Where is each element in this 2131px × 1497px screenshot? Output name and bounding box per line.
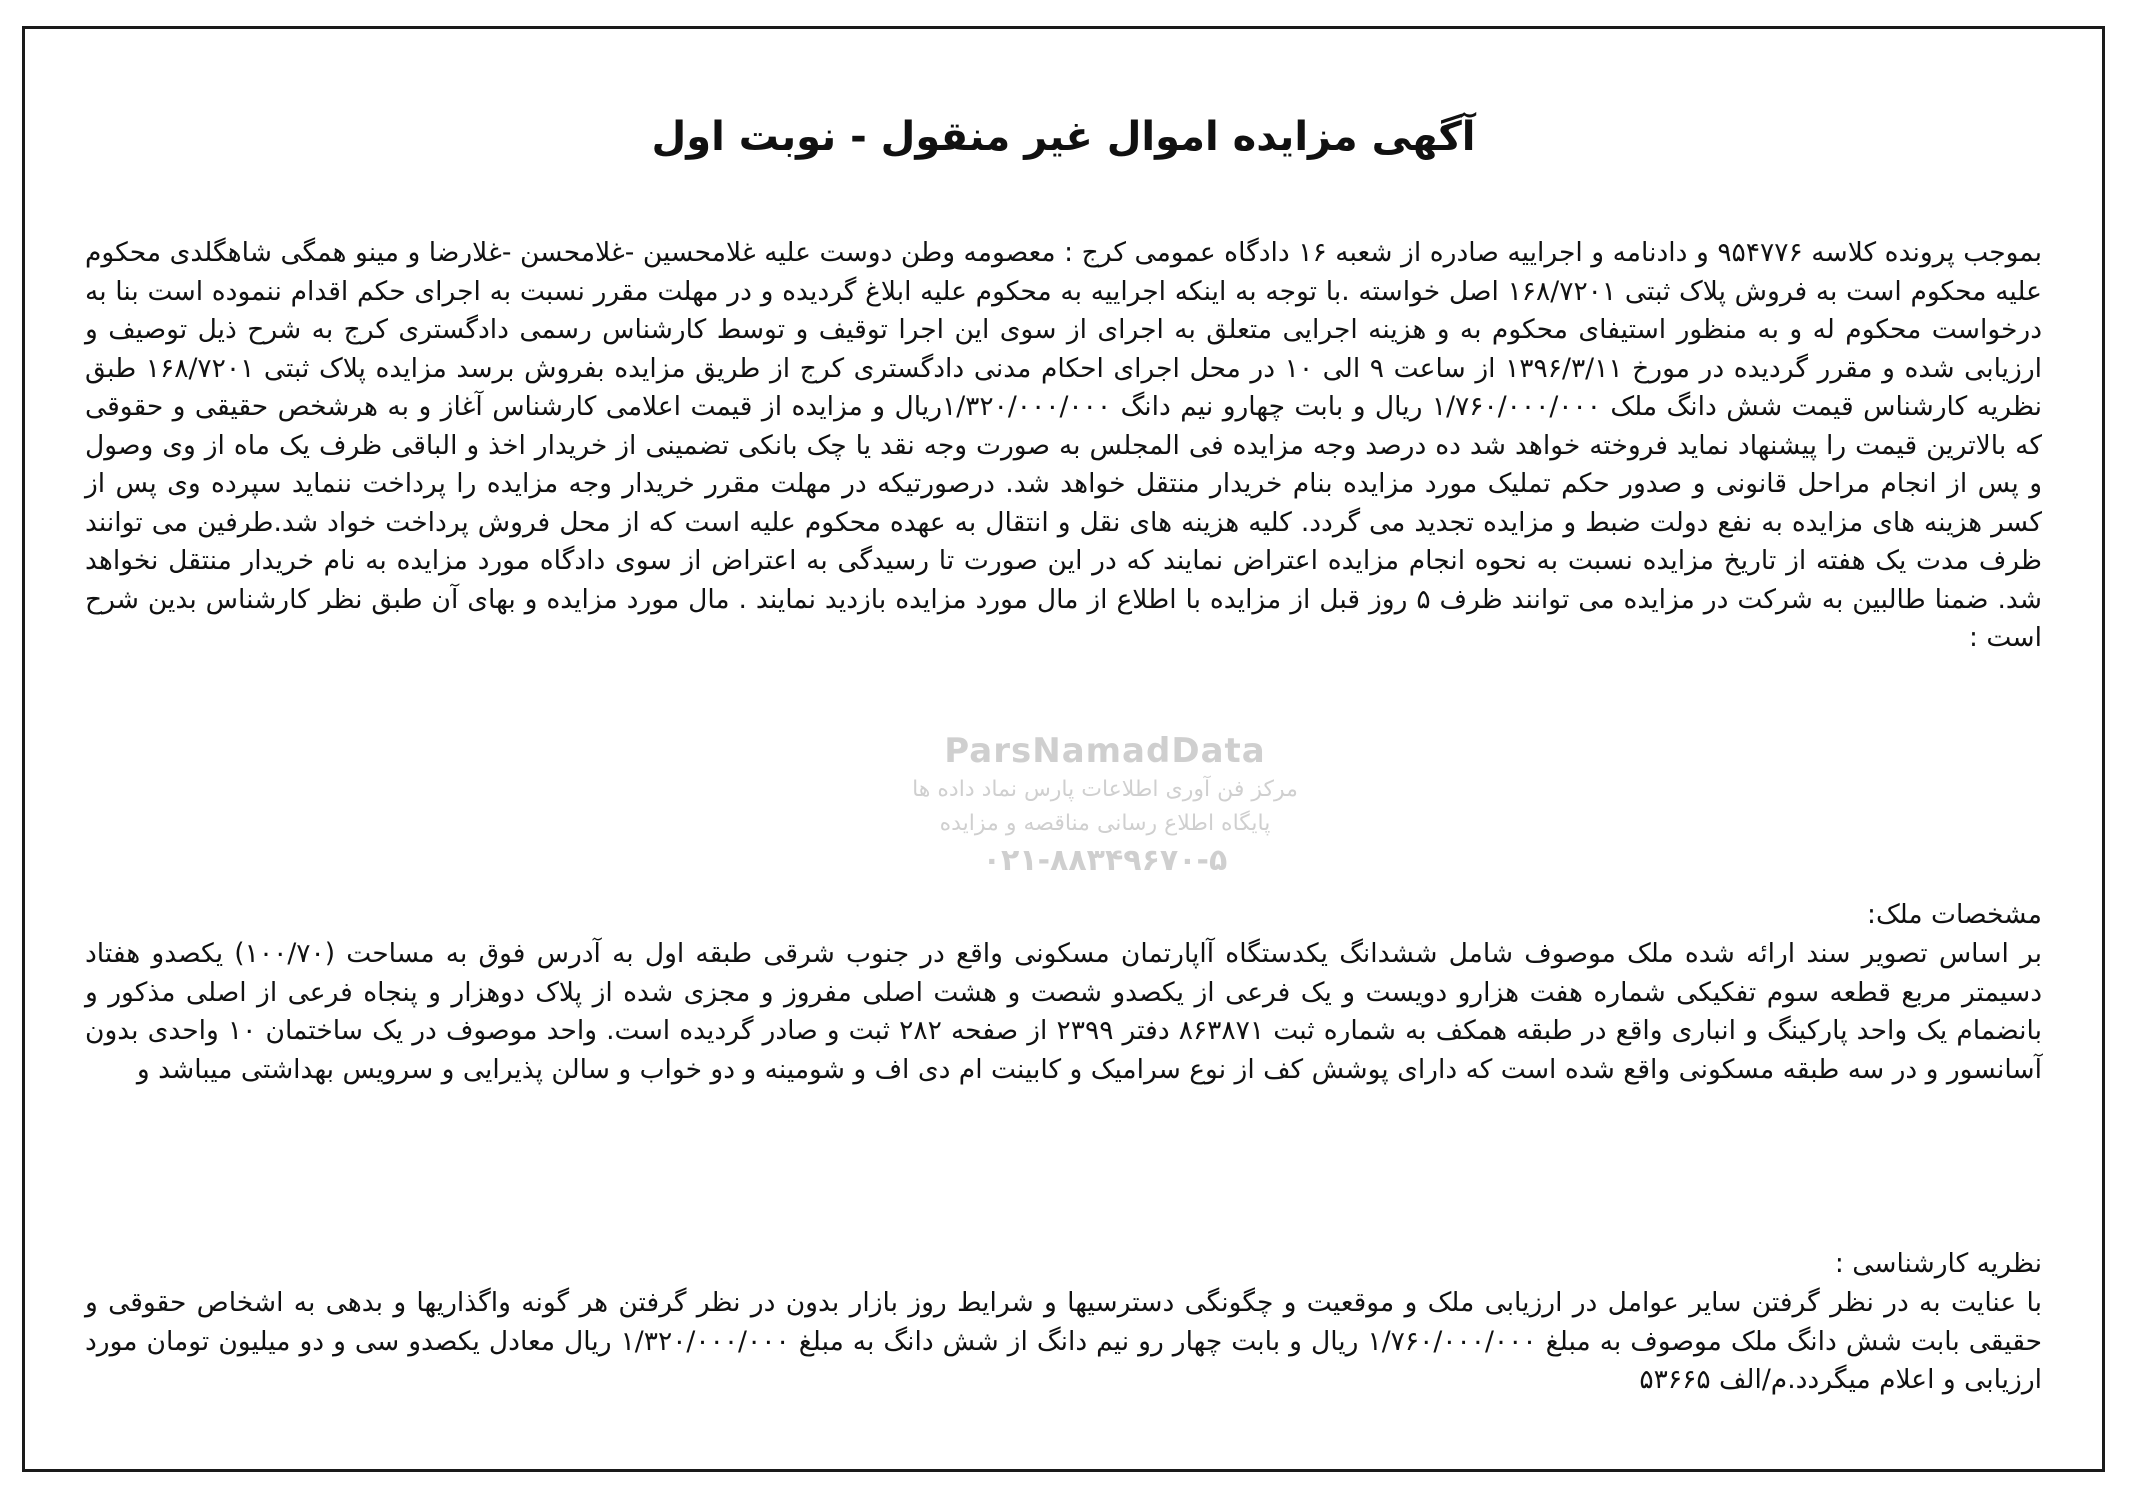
expert-paragraph: با عنایت به در نظر گرفتن سایر عوامل در ارزیابی ملک و موقعیت و چگونگی دسترسیها و شرایط روز بازار بدون در نظر گرفتن هر گونه واگذاریها و بدهی به اشخاص حقوقی و حقیقی بابت شش دانگ ملک موصوف به مبلغ ۱/۷۶۰/۰۰۰/۰۰۰ ریال و بابت چهار رو نیم دانگ از شش دانگ به مبلغ ۱/۳۲۰/۰۰۰/۰۰۰ ریال معادل یکصدو سی و دو میلیون تومان مورد ارزیابی و اعلام میگردد.م/الف ۵۳۶۶۵ xyxy=(85,1287,2042,1395)
watermark-line-1: مرکز فن آوری اطلاعات پارس نماد داده ها xyxy=(912,777,1298,802)
notice-title: آگهی مزایده اموال غیر منقول - نوبت اول xyxy=(651,114,1476,160)
main-paragraph: بموجب پرونده کلاسه ۹۵۴۷۷۶ و دادنامه و اجراییه صادره از شعبه ۱۶ دادگاه عمومی کرج : معصومه وطن دوست علیه غلامحسین -غلامحسن -غلارضا و مینو همگی شاهگلدی محکوم علیه محکوم است به فروش پلاک ثبتی ۱۶۸/۷۲۰۱ اصل خواسته .با توجه به اینکه اجراییه به محکوم علیه ابلاغ گردیده و در مهلت مقرر نسبت به اجرای حکم اقدام ننموده است بنا به درخواست محکوم له و به منظور استیفای محکوم به و هزینه اجرایی متعلق به اجرای از سوی این اجرا توقیف و توسط کارشناس رسمی دادگستری کرج به شرح ذیل توصیف و ارزیابی شده و مقرر گردیده در مورخ ۱۳۹۶/۳/۱۱ از ساعت ۹ الی ۱۰ در محل اجرای احکام مدنی دادگستری کرج از طریق مزایده بفروش برسد مزایده پلاک ثبتی ۱۶۸/۷۲۰۱ طبق نظریه کارشناس قیمت شش دانگ ملک ۱/۷۶۰/۰۰۰/۰۰۰ ریال و بابت چهارو نیم دانگ ۱/۳۲۰/۰۰۰/۰۰۰ریال و مزایده از قیمت اعلامی کارشناس آغاز و به هرشخص حقیقی و حقوقی که بالاترین قیمت را پیشنهاد نماید فروخته خواهد شد ده درصد وجه مزایده فی المجلس به صورت وجه نقد یا چک بانکی تضمینی از خریدار اخذ و الباقی ظرف یک ماه از وی وصول و پس از انجام مراحل قانونی و صدور حکم تملیک مورد مزایده بنام خریدار منتقل خواهد شد. درصورتیکه در مهلت مقرر خریدار وجه مزایده را پرداخت ننماید سپرده وی پس از کسر هزینه های مزایده به نفع دولت ضبط و مزایده تجدید می گردد. کلیه هزینه های نقل و انتقال به عهده محکوم علیه است که از محل فروش پرداخت خواد شد.طرفین می توانند ظرف مدت یک هفته از تاریخ مزایده نسبت به نحوه انجام مزایده اعتراض نمایند که در این صورت تا رسیدگی به اعتراض از سوی دادگاه مورد مزایده به نام خریدار منتقل نخواهد شد. ضمنا طالبین به شرکت در مزایده می توانند ظرف ۵ روز قبل از مزایده با اطلاع از مال مورد مزایده بازدید نمایند . مال مورد مزایده و بهای آن طبق نظر کارشناس بدین شرح است : xyxy=(85,237,2043,653)
watermark-brand: ParsNamadData xyxy=(944,731,1266,771)
notice-frame xyxy=(22,26,2105,1472)
watermark-phone: ۰۲۱-۸۸۳۴۹۶۷۰-۵ xyxy=(982,843,1228,878)
notice-content xyxy=(85,29,2042,1469)
property-paragraph: بر اساس تصویر سند ارائه شده ملک موصوف شامل ششدانگ یکدستگاه آاپارتمان مسکونی واقع در جنوب شرقی طبقه اول به آدرس فوق به مساحت (۱۰۰/۷۰) یکصدو هفتاد دسیمتر مربع قطعه سوم تفکیکی شماره هفت هزارو دویست و یک فرعی از یکصدو شصت و هشت اصلی مفروز و مجزی شده از پلاک دوهزار و پنجاه فرعی از اصلی مذکور و بانضمام یک واحد پارکینگ و انباری واقع در طبقه همکف به شماره ثبت ۸۶۳۸۷۱ دفتر ۲۳۹۹ از صفحه ۲۸۲ ثبت و صادر گردیده است. واحد موصوف در یک ساختمان ۱۰ واحدی بدون آسانسور و در سه طبقه مسکونی واقع شده است که دارای پوشش کف از نوع سرامیک و کابینت ام دی اف و شومینه و دو خواب و سالن پذیرایی و سرویس بهداشتی میباشد و xyxy=(85,938,2042,1085)
property-heading: مشخصات ملک: xyxy=(1867,899,2042,930)
expert-heading: نظریه کارشناسی : xyxy=(1834,1248,2042,1279)
watermark-line-2: پایگاه اطلاع رسانی مناقصه و مزایده xyxy=(939,811,1271,836)
